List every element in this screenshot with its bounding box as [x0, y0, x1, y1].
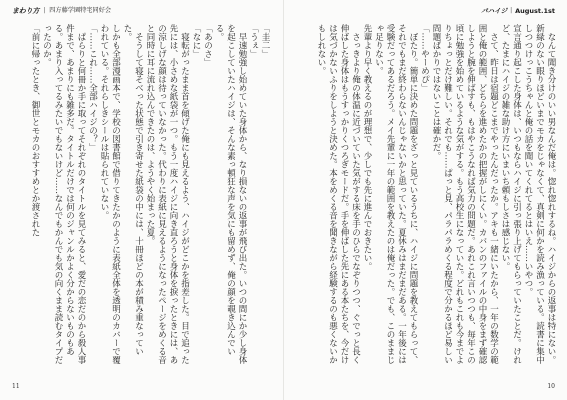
paragraph: ぼたり。簡単に決めた問題をざっと見ているうちに、ハイジに問題を教えてもらって、それでもまだ終わらないんじゃないかと思っていた。夏休みはまだまだある。一年後には受験だってあるだろう。メイ先輩に一年の範囲を教えたのは俺だった。でも、このままじゃ足りない。	[373, 24, 418, 364]
issue-date: August.1st	[515, 7, 555, 15]
right-page-header	[481, 6, 555, 16]
paragraph: 「うぇ」	[248, 24, 259, 58]
paragraph: 「あのさ」	[202, 24, 213, 67]
magazine-title: 四方藤学園特宅同好会	[49, 7, 112, 14]
paragraph: 「圭二」	[260, 24, 270, 58]
paragraph: 「なに」	[191, 24, 201, 58]
page-number-left: 11	[12, 383, 20, 390]
left-page	[0, 0, 283, 400]
paragraph: 「前に帰ったとき、御世とモカのおすすめとか渡された	[30, 24, 40, 237]
paragraph: さっきより俺の体温に近づいていた気がする床を手のひらでなぞりつつ、ぐでっと長く伸ばした身体はもうすっかりくつろぎモードだ。手を伸ばした先にある本たちを、今だけは気づかないふりをしようと決めた。本をめくる音を聞きながら経験するのも悪くないかもしれない。	[316, 24, 361, 364]
paragraph: そうして寝そべった状態で引き寄せた紙袋の中には、十冊ほどの本が積み重なっていた。	[122, 24, 144, 356]
right-page-body	[298, 24, 556, 372]
paragraph: 「……これ……全部ハイジの？」	[87, 24, 98, 152]
paragraph: なんて聞き分けのいい男なんだ俺は。惚れ惚れするね。ハイジからの返事は特にない。新緑のない眼りほどいまでモカをじゃなくて、真剣に何かを読み漁っている。読書に集中しつつけっこうちゃんと俺の話を聞いてくれてるとはいえ……いやつ。	[523, 24, 556, 364]
paragraph: 早速勉強し始めていた身体から、なり損ないの返事が飛び出た。いつの間にか少し身体を起こしていたハイジは、そんな素っ頓狂な声を気にも留めず、俺の顔を覗き込んでいる。	[214, 24, 247, 364]
paragraph: 宣言通り起こした身体は、いつもならハイジに引っ張り上げてもらっていたことだ。けれど、たまにハイジの雑な助け方にいまいち頼もしさは感じない。	[500, 24, 522, 364]
paragraph: ぱらりと何冊か手に取ってそれぞれのタイトルを見てみると、愛だの恋だのから殺人事件まで、あまりにも雑多だ。タイトルだけでは何のジャンルかよく分からないものもある。あまり入ってるみたいでもないけど……なんでもかんでも気の向くまま読むタイプだったのか。	[41, 24, 86, 364]
paragraph: 先輩より早く教えるのが理想で、少しでも先に進んでおきたい。	[362, 24, 372, 271]
paragraph: さて、昨日は宿題どこまでやったんだったか。アキも一緒にいたから、一年の数学の範囲と俺の範囲、どちらを進めたかの把握がしにくい。カバンのファイルの中身をまず確認しようと腕を伸ばすも、もはやこうなれば気力の問題だ。あれこれ言いつつも、毎年この頃に勉強を始めているような気がする。もう高校生になっていた。どれもこれも今までよりちょっとだけ難しい。それでも……ぱっと見、パラパラめくる程度で分かるほど易しい問題ばかりではないことは確かだ。	[431, 24, 499, 364]
paragraph: 寝転がったまま首を傾げた俺にも見えるよう、ハイジがどこかを指差した。目で追った先には、小さめな紙袋が一つ。もう一度ハイジに向き直ろうと身体を捩ったときには、あの涼しげな顔は待っていなかった。代わりに表紙に見えるようになったページをめくる音と同時に耳に流れ込んできたのは、ようやく始まった夏。	[145, 24, 190, 364]
page-number-right: 10	[547, 383, 555, 390]
left-page-header	[12, 6, 111, 16]
header-separator: |	[43, 7, 46, 14]
header-separator: |	[510, 7, 513, 14]
author-name: パハイジ	[481, 7, 508, 15]
left-page-body	[15, 24, 270, 372]
paragraph: 「……やーめぴ」	[419, 24, 430, 92]
paragraph: しかも全部漫画本で、学校の図書館で借りてきたかのように表紙全体を透明のカバーで覆われている。それらしきシールは貼られていない。	[99, 24, 121, 364]
right-page	[284, 0, 567, 400]
magazine-logo: まわり方	[12, 7, 40, 15]
